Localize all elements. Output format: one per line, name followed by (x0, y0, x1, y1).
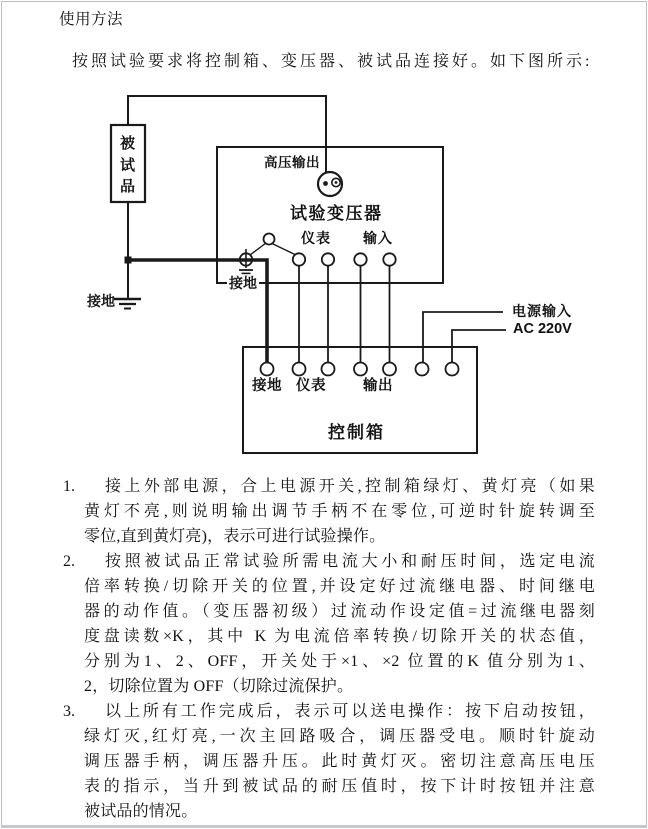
earth-ground-icon (114, 299, 141, 309)
instruction-line: 黄灯不亮,则说明输出调节手柄不在零位,可逆时针旋转调至 (84, 503, 595, 520)
instruction-line: 按照被试品正常试验所需电流大小和耐压时间，选定电流 (105, 553, 595, 570)
left-ground-label: 接地 (87, 293, 115, 309)
control-meter-label: 仪表 (296, 378, 326, 394)
instruction-line: 倍率转换/切除开关的位置,并设定好过流继电器、时间继电 (84, 578, 595, 595)
transformer-input-label: 输入 (363, 230, 393, 246)
instruction-line: 接上外部电源，合上电源开关,控制箱绿灯、黄灯亮（如果 (105, 478, 595, 495)
instruction-line: 以上所有工作完成后，表示可以送电操作：按下启动按钮， (105, 703, 595, 720)
page-title: 使用方法 (59, 11, 124, 28)
instruction-item-2 (63, 549, 595, 699)
instruction-line: 被试品的情况。 (84, 803, 198, 820)
power-input-label: 电源输入 (512, 303, 572, 319)
instruction-number: 2. (63, 553, 75, 570)
instruction-line: 绿灯灭,红灯亮,一次主回路吸合，调压器受电。顺时针旋动 (84, 728, 595, 745)
power-voltage-label: AC 220V (513, 321, 572, 337)
instruction-line: 调压器手柄，调压器升压。此时黄灯灭。密切注意高压电压 (84, 753, 595, 770)
control-output-label: 输出 (363, 378, 393, 394)
instruction-line: 表的指示，当升到被试品的耐压值时，按下计时按钮并注意 (84, 778, 595, 795)
junction-dot (125, 257, 132, 264)
test-object-label: 被试品 (119, 135, 135, 195)
instruction-line: 器的动作值。（变压器初级）过流动作设定值=过流继电器刻 (84, 603, 595, 620)
control-ground-label: 接地 (252, 378, 282, 394)
transformer-meter-label: 仪表 (301, 230, 331, 246)
instruction-number: 3. (63, 703, 75, 720)
transformer-ground-label: 接地 (229, 275, 257, 291)
instruction-line: 分别为1、2、OFF，开关处于×1、×2 位置的K 值分别为1、 (84, 653, 595, 670)
intro-text: 按照试验要求将控制箱、变压器、被试品连接好。如下图所示: (72, 53, 593, 70)
transformer-title: 试验变压器 (290, 204, 383, 223)
link-pivot-terminal (264, 234, 275, 245)
instruction-line: 度盘读数×K，其中 K 为电流倍率转换/切除开关的状态值， (84, 628, 595, 645)
instruction-line: 2，切除位置为 OFF（切除过流保护。 (84, 678, 354, 695)
hv-output-label: 高压输出 (264, 155, 320, 170)
instructions-list (63, 474, 595, 824)
instruction-item-1 (63, 474, 595, 549)
window-bottom-border (1, 825, 647, 828)
instruction-line: 零位,直到黄灯亮)，表示可进行试验操作。 (84, 528, 386, 545)
control-box-title: 控制箱 (328, 423, 385, 442)
instruction-item-3 (63, 699, 595, 824)
instruction-number: 1. (63, 478, 75, 495)
